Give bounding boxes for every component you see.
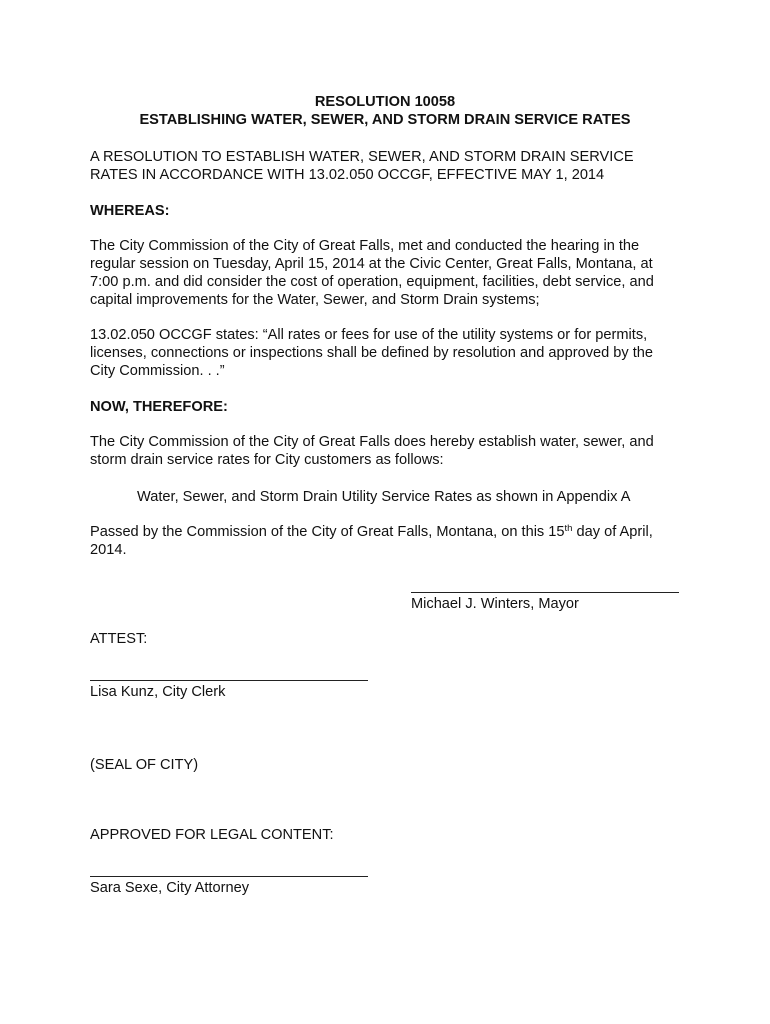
resolution-intro [90, 148, 685, 184]
paragraph-line: City Commission. . .” [90, 363, 225, 379]
passed-text: Passed by the Commission of the City of Great Falls, Montana, on this 15 [90, 524, 565, 540]
passed-year: 2014. [90, 542, 127, 558]
passed-line [90, 523, 685, 541]
legal-approval-label: APPROVED FOR LEGAL CONTENT: [90, 827, 334, 843]
paragraph-line: The City Commission of the City of Great Falls, met and conducted the hearing in the [90, 238, 640, 254]
ordinal-suffix: th [564, 523, 573, 534]
paragraph-line: storm drain service rates for City customers as follows: [90, 452, 444, 468]
resolution-subtitle: ESTABLISHING WATER, SEWER, AND STORM DRAIN SERVICE RATES [139, 112, 631, 128]
resolution-number: RESOLUTION 10058 [314, 94, 456, 110]
seal-placeholder: (SEAL OF CITY) [90, 757, 199, 773]
therefore-paragraph [90, 433, 685, 469]
paragraph-line: regular session on Tuesday, April 15, 2014 at the Civic Center, Great Falls, Montana, at [90, 256, 653, 272]
paragraph-line: capital improvements for the Water, Sewer, and Storm Drain systems; [90, 292, 540, 308]
passed-statement [90, 523, 685, 559]
intro-line: RATES IN ACCORDANCE WITH 13.02.050 OCCGF, EFFECTIVE MAY 1, 2014 [90, 167, 605, 183]
mayor-name: Michael J. Winters, Mayor [411, 596, 579, 612]
therefore-heading: NOW, THEREFORE: [90, 399, 228, 415]
whereas-paragraph-1 [90, 237, 685, 309]
whereas-paragraph-2 [90, 326, 685, 380]
paragraph-line: 7:00 p.m. and did consider the cost of operation, equipment, facilities, debt service, and [90, 274, 654, 290]
attorney-name: Sara Sexe, City Attorney [90, 880, 249, 896]
mayor-signature-line [411, 592, 679, 593]
passed-text-end: day of April, [572, 524, 653, 540]
paragraph-line: The City Commission of the City of Great Falls does hereby establish water, sewer, and [90, 434, 654, 450]
rates-statement: Water, Sewer, and Storm Drain Utility Service Rates as shown in Appendix A [137, 489, 631, 505]
document-title [90, 93, 680, 129]
clerk-name: Lisa Kunz, City Clerk [90, 684, 226, 700]
attorney-signature-line [90, 876, 368, 877]
whereas-heading: WHEREAS: [90, 203, 170, 219]
paragraph-line: 13.02.050 OCCGF states: “All rates or fees for use of the utility systems or for permits, [90, 327, 648, 343]
paragraph-line: licenses, connections or inspections shall be defined by resolution and approved by the [90, 345, 654, 361]
intro-line: A RESOLUTION TO ESTABLISH WATER, SEWER, AND STORM DRAIN SERVICE [90, 149, 634, 165]
attest-label: ATTEST: [90, 631, 148, 647]
clerk-signature-line [90, 680, 368, 681]
